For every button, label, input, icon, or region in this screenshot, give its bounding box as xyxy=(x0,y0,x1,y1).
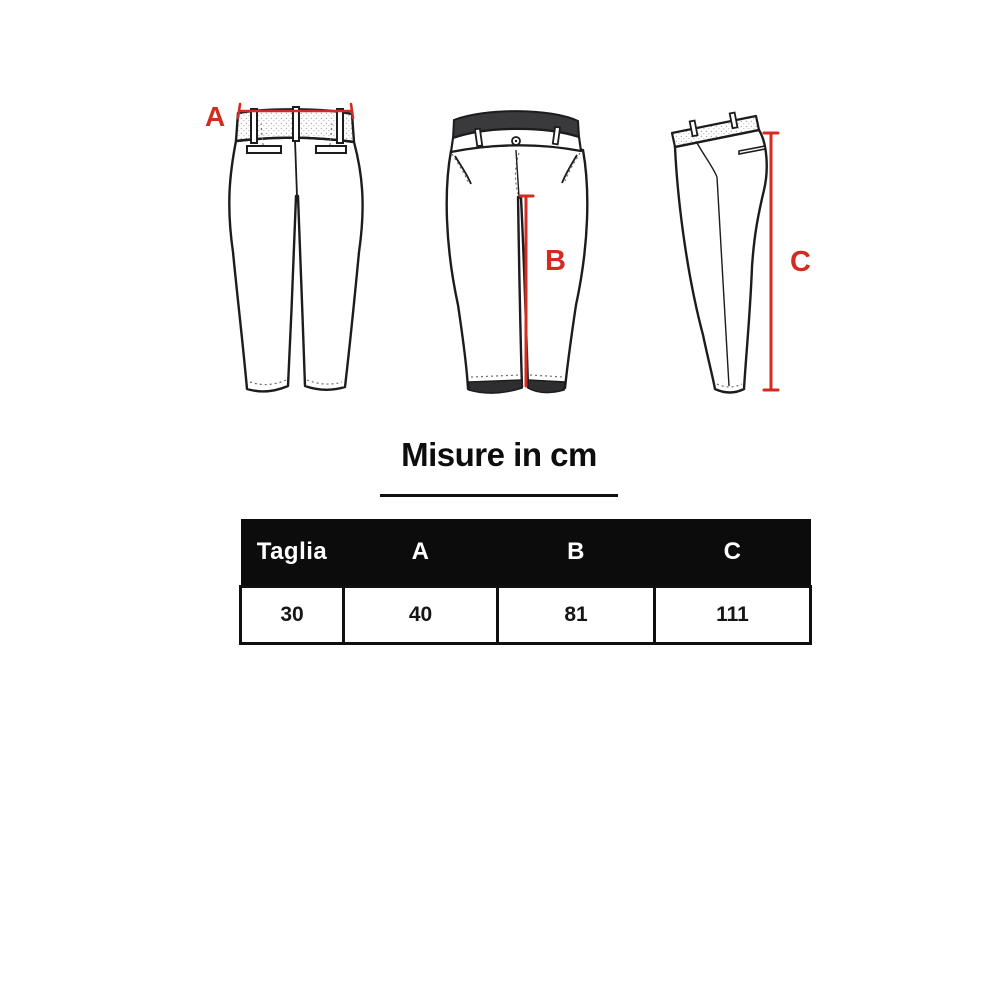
column-header-taglia: Taglia xyxy=(241,519,344,587)
size-table-row xyxy=(241,587,811,644)
waist-button-hole xyxy=(515,140,517,142)
size-table xyxy=(239,519,812,645)
back-pocket-left xyxy=(247,146,281,153)
cell-b-value: 81 xyxy=(498,587,655,644)
back-pocket-right xyxy=(316,146,346,153)
belt-loop xyxy=(337,109,343,143)
belt-loop xyxy=(553,127,560,145)
pants-side-view-diagram xyxy=(655,95,830,415)
belt-loop xyxy=(475,129,482,147)
size-table-header-row xyxy=(241,519,811,587)
pants-front-outline xyxy=(447,145,588,389)
cell-taglia-value: 30 xyxy=(241,587,344,644)
hem-left xyxy=(469,380,522,393)
column-header-b: B xyxy=(498,519,655,587)
page-title: Misure in cm xyxy=(401,436,597,473)
measurement-c-label: C xyxy=(790,246,811,278)
column-header-a: A xyxy=(344,519,498,587)
hem-right xyxy=(528,380,565,393)
belt-loop xyxy=(251,109,257,143)
measurement-b-label: B xyxy=(545,245,566,277)
pants-side-outline xyxy=(675,130,767,393)
cell-c-value: 111 xyxy=(655,587,811,644)
column-header-c: C xyxy=(655,519,811,587)
title-underline xyxy=(380,494,618,497)
pants-front-view-diagram xyxy=(425,93,610,415)
cell-a-value: 40 xyxy=(344,587,498,644)
pants-back-view-diagram xyxy=(195,92,375,410)
measurement-a-label: A xyxy=(205,101,226,132)
